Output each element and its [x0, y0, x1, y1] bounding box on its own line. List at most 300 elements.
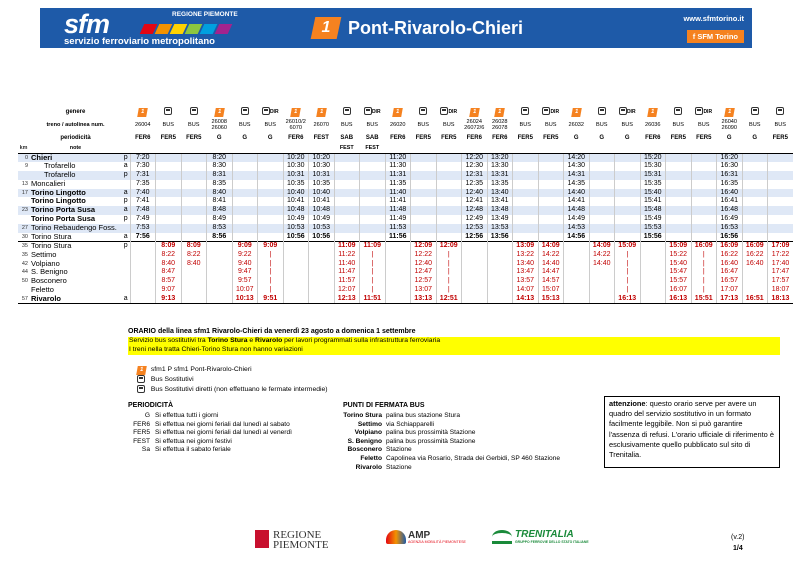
time-cell	[691, 180, 717, 189]
note-value	[513, 144, 539, 153]
time-cell: 14:41	[564, 197, 590, 206]
time-cell	[513, 215, 539, 224]
dir-label: DIR	[703, 108, 713, 115]
time-cell: 17:07	[717, 286, 743, 295]
time-cell: 12:49	[462, 215, 488, 224]
time-cell: 12:35	[462, 180, 488, 189]
header-spacer	[122, 118, 130, 132]
time-cell	[742, 189, 768, 198]
arrival-departure	[122, 286, 130, 295]
time-cell: 17:57	[768, 277, 794, 286]
train-number: BUS	[519, 121, 531, 128]
time-cell	[742, 197, 768, 206]
time-cell	[360, 206, 386, 215]
time-cell: 16:35	[717, 180, 743, 189]
time-cell: 12:48	[462, 206, 488, 215]
header-spacer	[122, 106, 130, 118]
time-cell	[334, 206, 360, 215]
time-cell	[411, 224, 437, 233]
train-icon: 1	[290, 108, 301, 117]
time-cell: 16:56	[717, 233, 743, 242]
periodicity-value: G	[216, 134, 222, 141]
page-number: 1/4	[733, 545, 743, 552]
time-cell: 10:40	[283, 189, 309, 198]
time-cell	[283, 268, 309, 277]
time-cell	[309, 251, 335, 260]
time-cell	[615, 171, 641, 180]
time-cell: 9:51	[258, 295, 284, 304]
time-cell: 12:09	[436, 242, 462, 251]
column-type	[436, 106, 462, 118]
time-cell: 14:09	[589, 242, 615, 251]
periodicity-item	[128, 446, 292, 455]
website-link[interactable]: www.sfmtorino.it	[683, 14, 744, 23]
time-cell: 9:22	[232, 251, 258, 260]
note-label: note	[30, 144, 122, 153]
bus-stops-title: PUNTI DI FERMATA BUS	[343, 402, 425, 409]
time-cell	[666, 215, 692, 224]
bus-icon	[521, 107, 529, 115]
time-cell: 14:22	[589, 251, 615, 260]
schedule-title: ORARIO della linea sfm1 Rivarolo-Chieri da venerdì 23 agosto a domenica 1 settembre	[128, 328, 416, 335]
time-cell: |	[691, 277, 717, 286]
time-cell: 11:56	[385, 233, 411, 242]
bus-stop-name: S. Benigno	[347, 437, 382, 445]
time-cell: |	[436, 286, 462, 295]
time-cell	[564, 286, 590, 295]
time-cell: |	[360, 277, 386, 286]
train-number: 26010/2 6070	[285, 118, 306, 131]
time-cell	[538, 233, 564, 242]
time-cell: 17:13	[717, 295, 743, 304]
time-cell: 10:40	[309, 189, 335, 198]
bus-stop-item	[300, 446, 560, 455]
attention-text: : questo orario serve per avere un quadro del servizio sostitutivo in un formato facilmente leggibile. Non si può garantire l'assenza di refusi. L'orario ufficiale di riferimento è esclusivamente quello pubblicato sul sito di Trenitalia.	[609, 399, 774, 460]
column-type	[283, 106, 309, 118]
header-row-genere	[18, 106, 793, 118]
timetable-row	[18, 189, 793, 198]
time-cell	[513, 197, 539, 206]
station-name: Trofarello	[44, 162, 76, 171]
time-cell	[666, 233, 692, 242]
time-cell	[640, 242, 666, 251]
time-cell	[181, 180, 207, 189]
train-icon: 1	[392, 108, 403, 117]
time-cell	[768, 162, 794, 171]
timetable-row	[18, 162, 793, 171]
periodicity-value: FER5	[517, 134, 533, 141]
time-cell: 12:09	[411, 242, 437, 251]
time-cell	[589, 189, 615, 198]
line-title: Pont-Rivarolo-Chieri	[348, 18, 524, 38]
time-cell	[742, 215, 768, 224]
time-cell	[538, 180, 564, 189]
time-cell: 16:41	[717, 197, 743, 206]
time-cell: 8:57	[156, 277, 182, 286]
periodicity-list	[128, 412, 292, 455]
column-type	[640, 106, 666, 118]
time-cell	[768, 206, 794, 215]
time-cell	[666, 162, 692, 171]
periodicity-value: FER6	[466, 134, 482, 141]
time-cell	[513, 206, 539, 215]
time-cell	[615, 215, 641, 224]
time-cell	[258, 171, 284, 180]
time-cell: 13:20	[487, 153, 513, 162]
time-cell	[691, 206, 717, 215]
time-cell: 13:09	[513, 242, 539, 251]
time-cell	[156, 180, 182, 189]
time-cell	[615, 153, 641, 162]
time-cell	[742, 206, 768, 215]
column-type	[462, 106, 488, 118]
time-cell	[181, 233, 207, 242]
time-cell	[232, 215, 258, 224]
time-cell: |	[615, 286, 641, 295]
row-km	[18, 215, 30, 224]
time-cell: 16:22	[742, 251, 768, 260]
timetable-row	[18, 268, 793, 277]
arrival-departure: a	[123, 162, 128, 170]
time-cell	[130, 251, 156, 260]
time-cell	[436, 189, 462, 198]
note-value	[768, 144, 794, 153]
note-value	[717, 144, 743, 153]
time-cell	[360, 162, 386, 171]
time-cell: 7:49	[130, 215, 156, 224]
time-cell: 15:51	[691, 295, 717, 304]
time-cell	[232, 197, 258, 206]
time-cell: |	[615, 268, 641, 277]
note-value: FEST	[334, 144, 360, 153]
bus-stop-item	[300, 464, 560, 473]
time-cell: 12:20	[462, 153, 488, 162]
time-cell: 12:31	[462, 171, 488, 180]
amp-logo	[386, 530, 466, 548]
station-name: Trofarello	[30, 171, 122, 180]
time-cell	[589, 206, 615, 215]
bus-icon	[674, 107, 682, 115]
time-cell: 12:40	[462, 189, 488, 198]
bus-stop-location: palina bus prossimità Stazione	[386, 437, 476, 445]
legend-bus-direct: Bus Sostitutivi diretti (non effettuano le fermate intermedie)	[150, 386, 328, 393]
time-cell: 7:53	[130, 224, 156, 233]
time-cell: 12:56	[462, 233, 488, 242]
station-name: Moncalieri	[31, 179, 66, 188]
periodicity-code: Sa	[141, 446, 150, 454]
periodicity-value: FER5	[772, 134, 788, 141]
arrival-departure: a	[122, 295, 130, 304]
time-cell: 8:56	[207, 233, 233, 242]
time-cell: 15:48	[640, 206, 666, 215]
time-cell	[181, 215, 207, 224]
time-cell	[691, 233, 717, 242]
time-cell	[283, 251, 309, 260]
bus-direct-icon	[137, 385, 145, 393]
train-number: BUS	[340, 121, 353, 128]
bus-direct-icon	[619, 107, 627, 115]
time-cell	[538, 162, 564, 171]
time-cell	[130, 268, 156, 277]
time-cell: 16:09	[742, 242, 768, 251]
periodicity-value: G	[624, 134, 630, 141]
amp-name: AMP	[408, 530, 431, 541]
arrival-departure: a	[122, 206, 130, 215]
time-cell	[181, 189, 207, 198]
time-cell	[564, 260, 590, 269]
row-km: 9	[24, 163, 28, 170]
column-type	[717, 106, 743, 118]
time-cell	[207, 286, 233, 295]
time-cell: 13:57	[513, 277, 539, 286]
time-cell: 16:51	[742, 295, 768, 304]
time-cell	[360, 153, 386, 162]
time-cell	[360, 197, 386, 206]
station-name: Torino Porta Susa	[30, 206, 122, 215]
time-cell: 12:57	[411, 277, 437, 286]
time-cell	[589, 197, 615, 206]
periodicity-value: FER6	[288, 134, 304, 141]
time-cell: 17:40	[768, 260, 794, 269]
column-type	[564, 106, 590, 118]
train-number: BUS	[748, 121, 761, 128]
bus-icon	[137, 375, 145, 383]
time-cell	[615, 233, 641, 242]
time-cell: |	[691, 260, 717, 269]
time-cell: 7:35	[130, 180, 156, 189]
train-number: BUS	[672, 121, 684, 128]
time-cell: 15:56	[640, 233, 666, 242]
timetable	[18, 106, 793, 304]
bus-direct-icon	[364, 107, 372, 115]
row-km: 57	[18, 295, 30, 304]
time-cell: 16:40	[717, 260, 743, 269]
time-cell	[436, 153, 462, 162]
time-cell: 16:40	[717, 189, 743, 198]
bus-direct-icon	[440, 107, 448, 115]
row-km: 0	[18, 153, 30, 162]
time-cell	[666, 180, 692, 189]
time-cell: 14:13	[513, 295, 539, 304]
header-spacer	[122, 144, 130, 153]
periodicity-desc: Si effettua tutti i giorni	[155, 412, 219, 419]
train-number: 26036	[644, 121, 661, 128]
header-spacer	[18, 118, 30, 132]
time-cell: 14:57	[538, 277, 564, 286]
column-type	[589, 106, 615, 118]
bus-stop-name: Feletto	[360, 454, 382, 462]
facebook-label: SFM Torino	[697, 32, 738, 41]
time-cell: 17:47	[768, 268, 794, 277]
brand-subtitle: servizio ferroviario metropolitano	[64, 36, 215, 47]
time-cell	[385, 251, 411, 260]
time-cell	[411, 180, 437, 189]
time-cell	[589, 162, 615, 171]
header-spacer	[18, 106, 30, 118]
time-cell: 15:49	[640, 215, 666, 224]
time-cell: 14:40	[564, 189, 590, 198]
time-cell: 10:56	[309, 233, 335, 242]
time-cell: 8:31	[207, 171, 233, 180]
time-cell	[360, 233, 386, 242]
time-cell	[768, 215, 794, 224]
row-km: 23	[18, 206, 30, 215]
periodicity-title: PERIODICITÀ	[128, 402, 174, 409]
time-cell	[411, 233, 437, 242]
facebook-link[interactable]	[687, 30, 744, 43]
time-cell: 10:53	[283, 224, 309, 233]
time-cell: 8:49	[207, 215, 233, 224]
time-cell	[487, 242, 513, 251]
time-cell	[615, 197, 641, 206]
time-cell: 8:22	[156, 251, 182, 260]
row-km: 35	[18, 242, 30, 251]
time-cell: 11:53	[385, 224, 411, 233]
time-cell: 7:41	[130, 197, 156, 206]
time-cell	[640, 295, 666, 304]
time-cell	[691, 153, 717, 162]
time-cell: |	[360, 268, 386, 277]
time-cell	[768, 171, 794, 180]
time-cell: 13:13	[411, 295, 437, 304]
time-cell	[691, 197, 717, 206]
time-cell: 13:56	[487, 233, 513, 242]
time-cell: 11:40	[334, 260, 360, 269]
time-cell	[309, 277, 335, 286]
time-cell	[232, 224, 258, 233]
train-icon: 1	[647, 108, 658, 117]
time-cell: 11:48	[385, 206, 411, 215]
time-cell: 8:53	[207, 224, 233, 233]
time-cell: 15:40	[640, 189, 666, 198]
note-value	[181, 144, 207, 153]
periodicity-value: FER6	[645, 134, 661, 141]
attention-lead: attenzione	[609, 399, 646, 408]
time-cell: 11:51	[360, 295, 386, 304]
time-cell: 10:30	[309, 162, 335, 171]
bus-stop-name: Torino Stura	[343, 412, 382, 419]
time-cell	[666, 189, 692, 198]
column-type	[232, 106, 258, 118]
train-icon: 1	[137, 108, 148, 117]
row-km: 27	[18, 224, 30, 233]
time-cell	[283, 286, 309, 295]
arrival-departure: p	[122, 171, 130, 180]
notice-place: Rivarolo	[255, 337, 283, 344]
time-cell: 16:53	[717, 224, 743, 233]
time-cell: 8:40	[181, 260, 207, 269]
station-name: Settimo	[30, 251, 122, 260]
periodicity-value: G	[242, 134, 248, 141]
time-cell: 16:30	[717, 162, 743, 171]
time-cell: 14:07	[513, 286, 539, 295]
bus-stop-location: Stazione	[386, 446, 412, 454]
time-cell: 11:20	[385, 153, 411, 162]
column-type	[691, 106, 717, 118]
arrival-departure: p	[123, 215, 128, 223]
time-cell	[411, 153, 437, 162]
time-cell: 8:40	[156, 260, 182, 269]
time-cell	[156, 197, 182, 206]
time-cell: 11:30	[385, 162, 411, 171]
time-cell	[207, 295, 233, 304]
column-type	[207, 106, 233, 118]
time-cell: 14:48	[564, 206, 590, 215]
time-cell: 16:20	[717, 153, 743, 162]
time-cell	[768, 233, 794, 242]
time-cell: |	[258, 277, 284, 286]
time-cell	[156, 171, 182, 180]
bus-icon	[241, 107, 249, 115]
timetable-row	[18, 233, 793, 242]
periodicity-value: G	[267, 134, 273, 141]
time-cell: 14:49	[564, 215, 590, 224]
time-cell: |	[436, 268, 462, 277]
time-cell	[666, 197, 692, 206]
timetable-row	[18, 197, 793, 206]
time-cell: 15:41	[640, 197, 666, 206]
periodicity-code: FEST	[133, 437, 150, 445]
row-km: 50	[18, 277, 30, 286]
train-icon: 1	[316, 108, 327, 117]
time-cell	[487, 268, 513, 277]
train-number: BUS	[442, 121, 455, 128]
note-value	[538, 144, 564, 153]
brand-stripe	[215, 24, 233, 34]
dir-label: DIR	[550, 108, 560, 115]
arrival-departure	[122, 224, 130, 233]
time-cell	[283, 277, 309, 286]
time-cell	[742, 153, 768, 162]
amp-mark-icon	[386, 530, 406, 544]
time-cell	[283, 295, 309, 304]
time-cell	[436, 206, 462, 215]
trenitalia-subtitle: GRUPPO FERROVIE DELLO STATO ITALIANE	[515, 540, 589, 544]
time-cell	[334, 180, 360, 189]
bus-icon	[751, 107, 759, 115]
periodicity-value: FER6	[390, 134, 406, 141]
time-cell	[513, 189, 539, 198]
time-cell: |	[258, 286, 284, 295]
time-cell	[258, 233, 284, 242]
time-cell	[742, 286, 768, 295]
time-cell: 15:13	[538, 295, 564, 304]
time-cell: 14:47	[538, 268, 564, 277]
time-cell: 16:07	[666, 286, 692, 295]
time-cell	[258, 206, 284, 215]
dir-label: DIR	[371, 108, 381, 115]
time-cell	[589, 215, 615, 224]
time-cell	[538, 189, 564, 198]
station-name: Chieri	[30, 153, 122, 162]
time-cell	[334, 153, 360, 162]
time-cell: 12:30	[462, 162, 488, 171]
bus-stop-item	[300, 429, 560, 438]
time-cell	[207, 242, 233, 251]
time-cell: 15:31	[640, 171, 666, 180]
time-cell	[462, 295, 488, 304]
time-cell	[130, 260, 156, 269]
time-cell	[436, 224, 462, 233]
time-cell	[411, 162, 437, 171]
time-cell: 8:09	[181, 242, 207, 251]
periodicity-desc: Si effettua nei giorni feriali dal lunedì al venerdì	[155, 429, 292, 437]
time-cell: 8:48	[207, 206, 233, 215]
time-cell	[360, 224, 386, 233]
time-cell: 7:48	[130, 206, 156, 215]
notice-place: Torino Stura	[207, 337, 248, 344]
time-cell	[640, 286, 666, 295]
